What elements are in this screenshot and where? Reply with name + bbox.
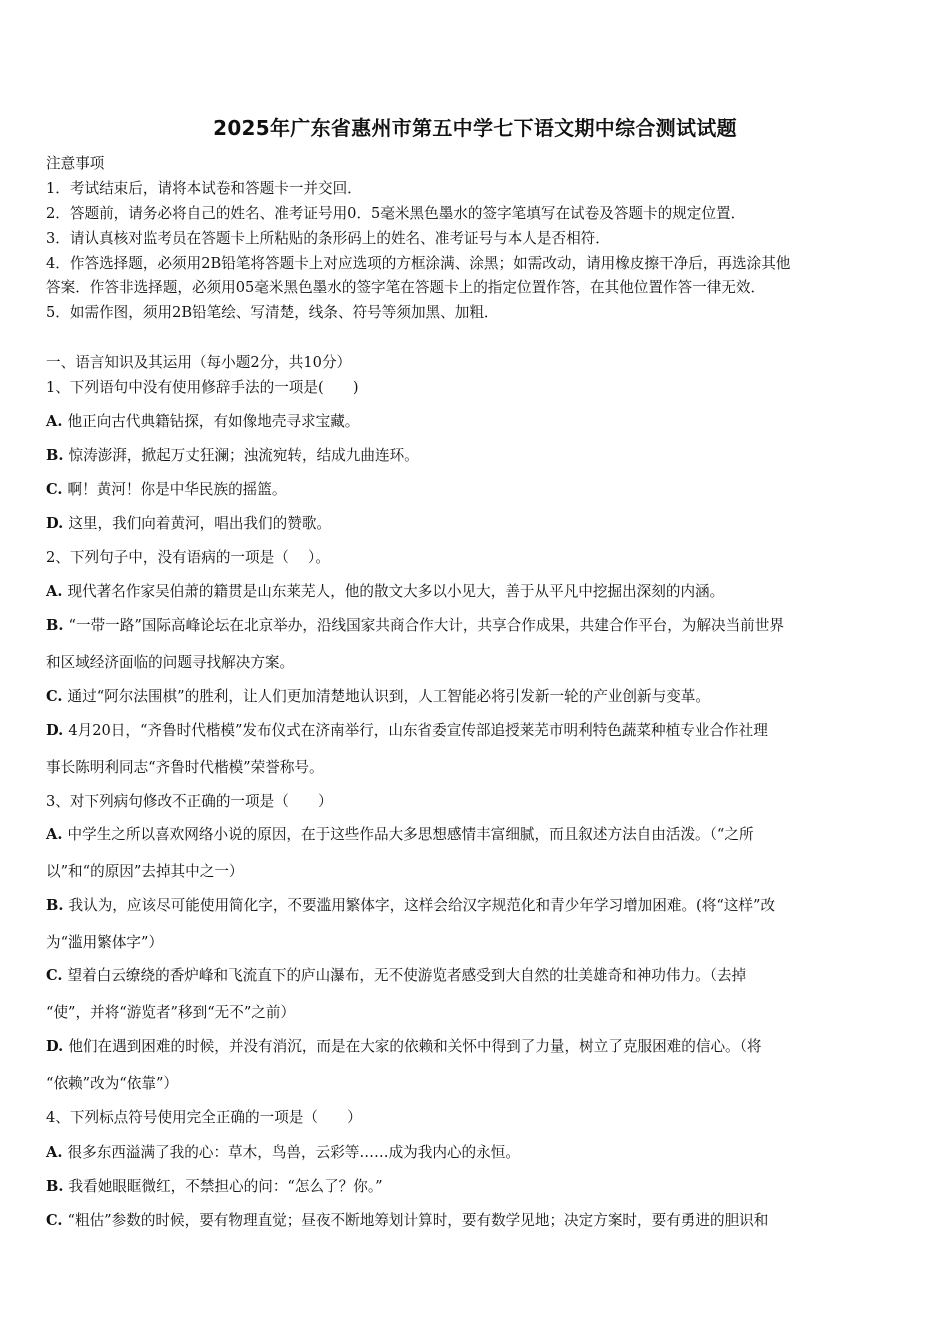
option-text: 4月20日，“齐鲁时代楷模”发布仪式在济南举行，山东省委宣传部追授莱芜市明利特色蔬菜种植专业合作社理 (68, 722, 768, 739)
option-letter: D . (46, 722, 68, 739)
option-letter: C . (46, 1212, 68, 1229)
answer-option (46, 894, 775, 915)
answer-option (46, 410, 359, 431)
option-text: “粗估”参数的时候，要有物理直觉；昼夜不断地筹划计算时，要有数学见地；决定方案时，要有勇进的胆识和 (67, 1212, 769, 1229)
question-stem: 2、下列句子中，没有语病的一项是（ ）。 (46, 549, 330, 566)
option-letter: A . (46, 826, 68, 843)
answer-option (46, 1141, 520, 1162)
notice-line: 答案．作答非选择题，必须用05毫米黑色墨水的签字笔在答题卡上的指定位置作答，在其他位置作答一律无效． (46, 279, 766, 296)
notice-heading: 注意事项 (46, 155, 105, 172)
option-letter: C . (46, 688, 68, 705)
option-letter: A . (46, 583, 68, 600)
answer-option (46, 685, 710, 706)
option-text: 他正向古代典籍钻探，有如像地壳寻求宝藏。 (67, 413, 360, 430)
option-text: 啊！黄河！你是中华民族的摇篮。 (67, 481, 287, 498)
notice-line: 1．考试结束后，请将本试卷和答题卡一并交回． (46, 180, 362, 197)
option-text: 我看她眼眶微红，不禁担心的问：“怎么了？你。” (68, 1178, 383, 1195)
option-letter: B . (46, 447, 69, 464)
answer-option (46, 1035, 762, 1056)
option-letter: B . (46, 617, 69, 634)
option-continuation: 以”和“的原因”去掉其中之一） (46, 863, 244, 880)
notice-line: 3．请认真核对监考员在答题卡上所粘贴的条形码上的姓名、准考证号与本人是否相符． (46, 230, 610, 247)
option-continuation: 为“滥用繁体字”） (46, 934, 164, 951)
option-text: 中学生之所以喜欢网络小说的原因，在于这些作品大多思想感情丰富细腻，而且叙述方法自由活泼。（“之所 (67, 826, 754, 843)
question-stem: 4、下列标点符号使用完全正确的一项是（ ） (46, 1109, 362, 1126)
option-letter: D . (46, 515, 68, 532)
answer-option (46, 512, 331, 533)
option-letter: A . (46, 413, 68, 430)
option-continuation: “使”，并将“游览者”移到“无不”之前） (46, 1004, 296, 1021)
option-text: 很多东西溢满了我的心：草木，鸟兽，云彩等……成为我内心的永恒。 (67, 1144, 520, 1161)
option-letter: C . (46, 967, 68, 984)
question-stem: 3、对下列病句修改不正确的一项是（ ） (46, 793, 333, 810)
answer-option (46, 1209, 768, 1230)
answer-option (46, 823, 754, 844)
option-text: 我认为，应该尽可能使用简化字，不要滥用繁体字，这样会给汉字规范化和青少年学习增加困难。(将“这样”改 (68, 897, 776, 914)
option-continuation: “依赖”改为“依靠”） (46, 1075, 178, 1092)
option-text: 这里，我们向着黄河，唱出我们的赞歌。 (68, 515, 332, 532)
option-letter: B . (46, 1178, 69, 1195)
answer-option (46, 1175, 383, 1196)
option-letter: A . (46, 1144, 68, 1161)
option-letter: D . (46, 1038, 68, 1055)
option-letter: B . (46, 897, 69, 914)
option-text: 惊涛澎湃，掀起万丈狂澜；浊流宛转，结成九曲连环。 (68, 447, 419, 464)
answer-option (46, 964, 746, 985)
option-text: 通过“阿尔法围棋”的胜利，让人们更加清楚地认识到，人工智能必将引发新一轮的产业创新与变革。 (67, 688, 710, 705)
option-text: 望着白云缭绕的香炉峰和飞流直下的庐山瀑布，无不使游览者感受到大自然的壮美雄奇和神功伟力。（去掉 (67, 967, 747, 984)
notice-line: 2．答题前，请务必将自己的姓名、准考证号用0．5毫米黑色墨水的签字笔填写在试卷及答题卡的规定位置． (46, 205, 746, 222)
section-heading: 一、语言知识及其运用（每小题2分，共10分） (46, 354, 352, 371)
notice-line: 4．作答选择题，必须用2B铅笔将答题卡上对应选项的方框涂满、涂黑；如需改动，请用橡皮擦干净后，再选涂其他 (46, 255, 791, 272)
answer-option (46, 614, 784, 635)
option-continuation: 和区域经济面临的问题寻找解决方案。 (46, 654, 295, 671)
answer-option (46, 719, 768, 740)
question-stem: 1、下列语句中没有使用修辞手法的一项是( ) (46, 379, 359, 396)
option-continuation: 事长陈明利同志“齐鲁时代楷模”荣誉称号。 (46, 759, 324, 776)
option-text: 他们在遇到困难的时候，并没有消沉，而是在大家的依赖和关怀中得到了力量，树立了克服困难的信心。（将 (68, 1038, 762, 1055)
option-text: 现代著名作家吴伯萧的籍贯是山东莱芜人，他的散文大多以小见大，善于从平凡中挖掘出深刻的内涵。 (67, 583, 725, 600)
notice-line: 5．如需作图，须用2B铅笔绘、写清楚，线条、符号等须加黑、加粗． (46, 304, 499, 321)
answer-option (46, 580, 724, 601)
option-letter: C . (46, 481, 68, 498)
answer-option (46, 444, 419, 465)
page-title: 2025年广东省惠州市第五中学七下语文期中综合测试试题 (213, 116, 737, 140)
answer-option (46, 478, 286, 499)
option-text: “一带一路”国际高峰论坛在北京举办，沿线国家共商合作大计，共享合作成果，共建合作平台，为解决当前世界 (68, 617, 784, 634)
